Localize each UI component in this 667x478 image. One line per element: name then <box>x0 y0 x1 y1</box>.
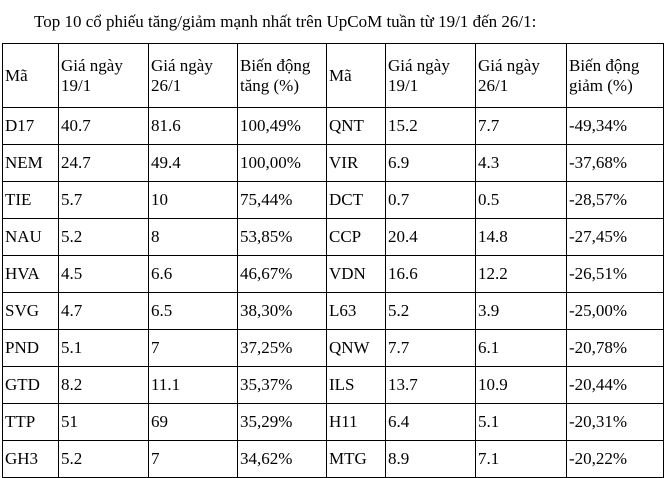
table-cell: -28,57% <box>567 182 664 219</box>
table-cell: -25,00% <box>567 293 664 330</box>
table-row <box>3 441 664 478</box>
table-cell: CCP <box>327 219 386 256</box>
table-cell: 53,85% <box>238 219 327 256</box>
table-cell: 5.2 <box>386 293 476 330</box>
column-header: Biến động tăng (%) <box>238 44 327 108</box>
table-cell: 5.1 <box>59 330 149 367</box>
table-cell: 6.9 <box>386 145 476 182</box>
table-cell: 7.1 <box>476 441 567 478</box>
table-cell: 35,29% <box>238 404 327 441</box>
table-cell: 15.2 <box>386 108 476 145</box>
table-cell: 5.2 <box>59 441 149 478</box>
table-row <box>3 182 664 219</box>
table-row <box>3 256 664 293</box>
table-cell: 8.9 <box>386 441 476 478</box>
column-header: Giá ngày 19/1 <box>386 44 476 108</box>
table-cell: GTD <box>3 367 59 404</box>
table-cell: H11 <box>327 404 386 441</box>
page-title: Top 10 cổ phiếu tăng/giảm mạnh nhất trên UpCoM tuần từ 19/1 đến 26/1: <box>34 12 537 31</box>
table-cell: -20,31% <box>567 404 664 441</box>
table-cell: NAU <box>3 219 59 256</box>
table-cell: 6.6 <box>149 256 238 293</box>
table-cell: PND <box>3 330 59 367</box>
table-cell: 35,37% <box>238 367 327 404</box>
table-cell: 81.6 <box>149 108 238 145</box>
table-cell: 13.7 <box>386 367 476 404</box>
table-cell: 37,25% <box>238 330 327 367</box>
column-header: Giá ngày 26/1 <box>476 44 567 108</box>
table-cell: TTP <box>3 404 59 441</box>
table-cell: 4.3 <box>476 145 567 182</box>
table-cell: -27,45% <box>567 219 664 256</box>
table-cell: 7.7 <box>386 330 476 367</box>
table-cell: 4.7 <box>59 293 149 330</box>
column-header: Biến động giảm (%) <box>567 44 664 108</box>
table-cell: 5.2 <box>59 219 149 256</box>
table-cell: GH3 <box>3 441 59 478</box>
table-cell: 4.5 <box>59 256 149 293</box>
table-cell: ILS <box>327 367 386 404</box>
table-cell: -26,51% <box>567 256 664 293</box>
table-cell: -20,78% <box>567 330 664 367</box>
table-cell: 10 <box>149 182 238 219</box>
table-cell: 7.7 <box>476 108 567 145</box>
table-cell: D17 <box>3 108 59 145</box>
table-row <box>3 145 664 182</box>
table-row <box>3 404 664 441</box>
table-cell: 24.7 <box>59 145 149 182</box>
column-header: Mã <box>327 44 386 108</box>
table-cell: DCT <box>327 182 386 219</box>
table-cell: 8.2 <box>59 367 149 404</box>
table-cell: 46,67% <box>238 256 327 293</box>
table-cell: -37,68% <box>567 145 664 182</box>
table-cell: QNW <box>327 330 386 367</box>
table-cell: 16.6 <box>386 256 476 293</box>
table-row <box>3 219 664 256</box>
table-cell: NEM <box>3 145 59 182</box>
table-cell: -20,44% <box>567 367 664 404</box>
table-cell: 38,30% <box>238 293 327 330</box>
table-cell: -49,34% <box>567 108 664 145</box>
table-cell: 10.9 <box>476 367 567 404</box>
table-cell: 34,62% <box>238 441 327 478</box>
table-cell: 6.1 <box>476 330 567 367</box>
table-cell: 51 <box>59 404 149 441</box>
table-cell: MTG <box>327 441 386 478</box>
table-cell: 7 <box>149 441 238 478</box>
table-cell: 8 <box>149 219 238 256</box>
table-row <box>3 367 664 404</box>
table-row <box>3 330 664 367</box>
table-cell: VDN <box>327 256 386 293</box>
table-cell: 14.8 <box>476 219 567 256</box>
table-header-row <box>3 44 664 108</box>
table-cell: 12.2 <box>476 256 567 293</box>
table-cell: QNT <box>327 108 386 145</box>
table-body <box>3 108 664 478</box>
table-cell: VIR <box>327 145 386 182</box>
table-cell: 100,00% <box>238 145 327 182</box>
table-cell: 49.4 <box>149 145 238 182</box>
table-cell: 75,44% <box>238 182 327 219</box>
table-cell: 40.7 <box>59 108 149 145</box>
column-header: Giá ngày 19/1 <box>59 44 149 108</box>
column-header: Giá ngày 26/1 <box>149 44 238 108</box>
table-cell: 11.1 <box>149 367 238 404</box>
table-cell: 6.5 <box>149 293 238 330</box>
table-cell: 20.4 <box>386 219 476 256</box>
table-cell: L63 <box>327 293 386 330</box>
table-cell: SVG <box>3 293 59 330</box>
table-cell: -20,22% <box>567 441 664 478</box>
table-cell: 5.7 <box>59 182 149 219</box>
table-cell: 3.9 <box>476 293 567 330</box>
table-cell: 100,49% <box>238 108 327 145</box>
table-row <box>3 293 664 330</box>
table-row <box>3 108 664 145</box>
table-cell: TIE <box>3 182 59 219</box>
table-cell: 5.1 <box>476 404 567 441</box>
table-cell: 6.4 <box>386 404 476 441</box>
table-cell: HVA <box>3 256 59 293</box>
column-header: Mã <box>3 44 59 108</box>
table-cell: 69 <box>149 404 238 441</box>
table-cell: 7 <box>149 330 238 367</box>
table-cell: 0.5 <box>476 182 567 219</box>
table-cell: 0.7 <box>386 182 476 219</box>
stock-table <box>2 43 664 478</box>
